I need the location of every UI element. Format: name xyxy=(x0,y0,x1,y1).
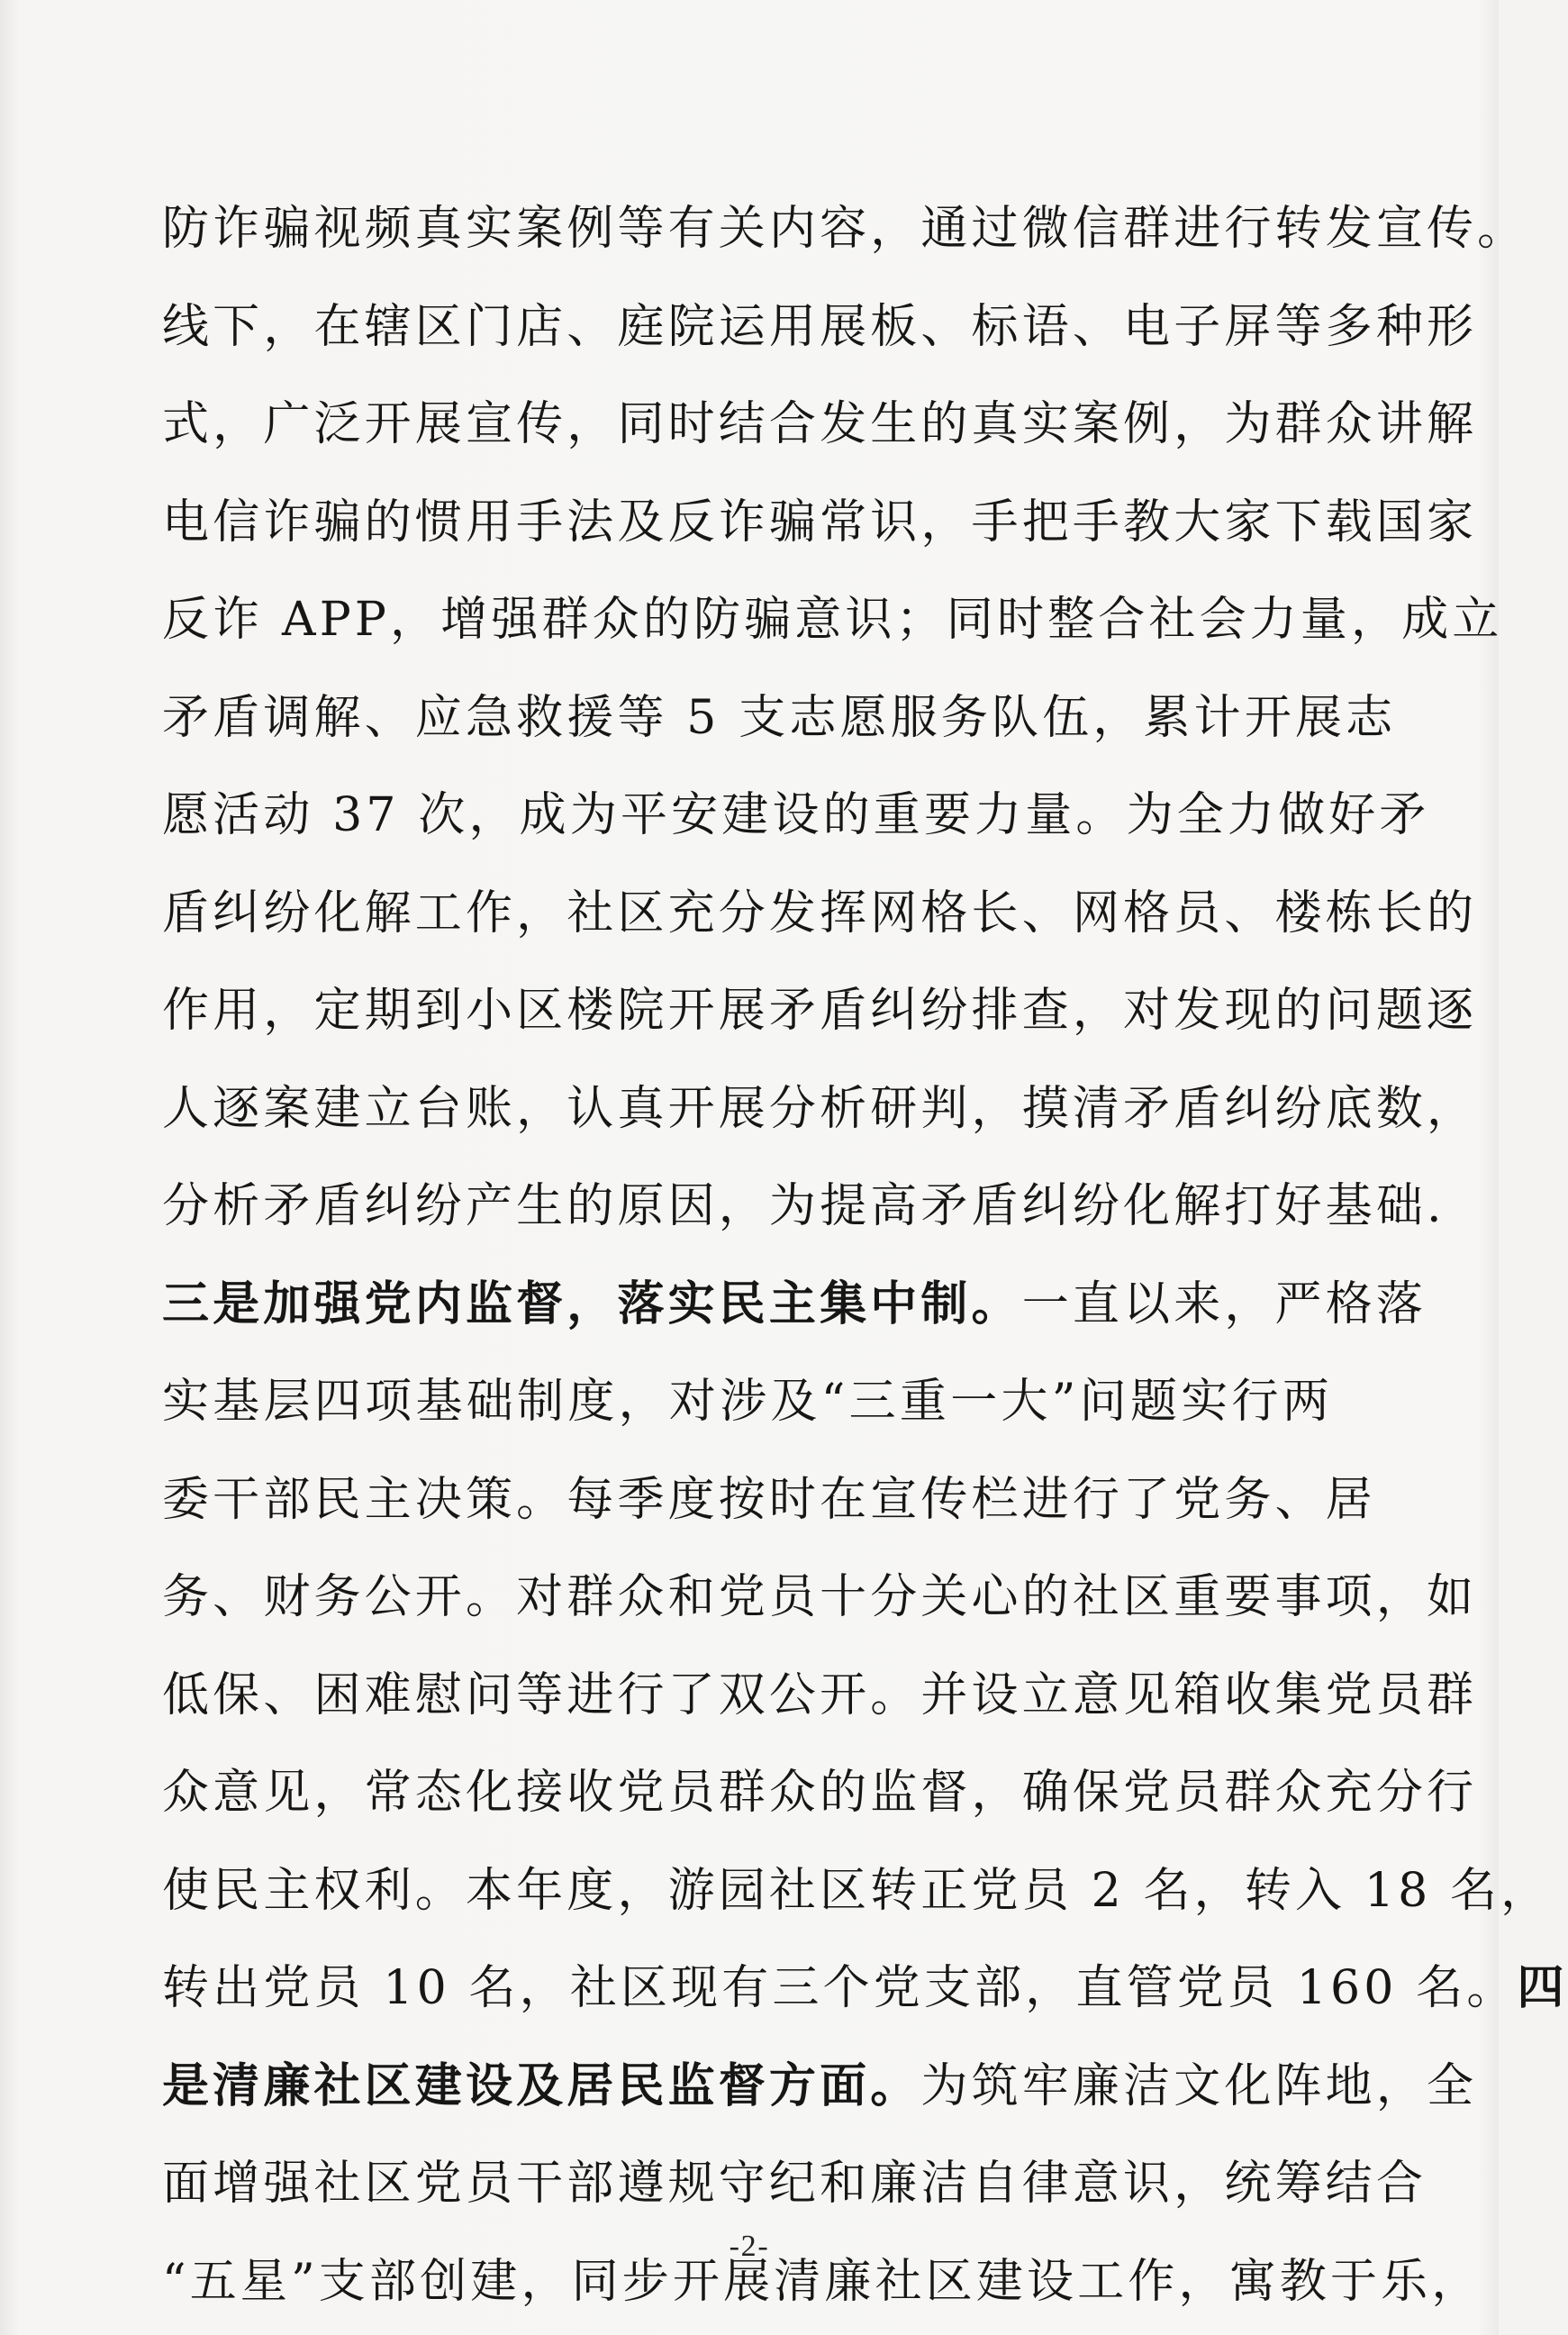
text-line xyxy=(162,1256,1428,1354)
line-text: 盾纠纷化解工作，社区充分发挥网格长、网格员、楼栋长的 xyxy=(162,886,1478,940)
text-line xyxy=(162,180,1528,278)
line-text: 面增强社区党员干部遵规守纪和廉洁自律意识，统筹结合 xyxy=(162,2157,1428,2211)
body-text xyxy=(162,180,1568,2330)
line-text: 作用，定期到小区楼院开展矛盾纠纷排查，对发现的问题逐 xyxy=(162,984,1478,1038)
text-line xyxy=(162,1060,1478,1158)
text-line xyxy=(162,1353,1333,1451)
bold-heading-text: 四 xyxy=(1517,1960,1568,2015)
text-line xyxy=(162,865,1478,963)
text-line xyxy=(162,767,1430,865)
line-text: 线下，在辖区门店、庭院运用展板、标语、电子屏等多种形 xyxy=(162,299,1478,354)
line-text: “五星”支部创建，同步开展清廉社区建设工作，寓教于乐， xyxy=(162,2254,1482,2309)
text-line xyxy=(162,1744,1478,1842)
text-line xyxy=(162,1647,1478,1745)
text-line xyxy=(162,278,1478,377)
line-text: 低保、困难慰问等进行了双公开。并设立意见箱收集党员群 xyxy=(162,1667,1478,1722)
line-text: 务、财务公开。对群众和党员十分关心的社区重要事项，如 xyxy=(162,1570,1478,1624)
text-line xyxy=(162,571,1503,669)
line-text: 矛盾调解、应急救援等 5 支志愿服务队伍，累计开展志 xyxy=(162,690,1397,745)
page-number: -2- xyxy=(729,2230,770,2263)
line-text: 人逐案建立台账，认真开展分析研判，摸清矛盾纠纷底数， xyxy=(162,1081,1478,1136)
line-text: 为筑牢廉洁文化阵地，全 xyxy=(920,2058,1478,2113)
bold-heading-text: 是清廉社区建设及居民监督方面。 xyxy=(162,2058,921,2113)
text-line xyxy=(162,669,1397,768)
line-text: 电信诈骗的惯用手法及反诈骗常识，手把手教大家下载国家 xyxy=(162,495,1478,550)
line-text: 众意见，常态化接收党员群众的监督，确保党员群众充分行 xyxy=(162,1766,1478,1820)
line-text: 分析矛盾纠纷产生的原因，为提高矛盾纠纷化解打好基础. xyxy=(162,1179,1446,1233)
text-line xyxy=(162,1842,1552,1940)
line-text: 式，广泛开展宣传，同时结合发生的真实案例，为群众讲解 xyxy=(162,397,1478,451)
line-text: 愿活动 37 次，成为平安建设的重要力量。为全力做好矛 xyxy=(162,788,1430,842)
line-text: 防诈骗视频真实案例等有关内容，通过微信群进行转发宣传。 xyxy=(162,202,1528,256)
bold-heading-text: 三是加强党内监督，落实民主集中制。 xyxy=(162,1276,1022,1331)
text-line xyxy=(162,474,1478,572)
text-line xyxy=(162,2135,1428,2233)
text-line xyxy=(162,1940,1568,2038)
text-line xyxy=(162,962,1478,1060)
line-text: 转出党员 10 名，社区现有三个党支部，直管党员 160 名。 xyxy=(162,1961,1518,2015)
line-text: 一直以来，严格落 xyxy=(1021,1277,1428,1331)
line-text: 反诈 APP，增强群众的防骗意识；同时整合社会力量，成立 xyxy=(162,593,1503,647)
text-line xyxy=(162,1549,1478,1647)
line-text: 委干部民主决策。每季度按时在宣传栏进行了党务、居 xyxy=(162,1472,1376,1527)
line-text: 使民主权利。本年度，游园社区转正党员 2 名，转入 18 名， xyxy=(162,1863,1552,1918)
text-line xyxy=(162,2038,1478,2136)
line-text: 实基层四项基础制度，对涉及“三重一大”问题实行两 xyxy=(162,1375,1333,1429)
text-line xyxy=(162,1451,1376,1549)
text-line xyxy=(162,376,1478,474)
text-line xyxy=(162,1158,1446,1256)
